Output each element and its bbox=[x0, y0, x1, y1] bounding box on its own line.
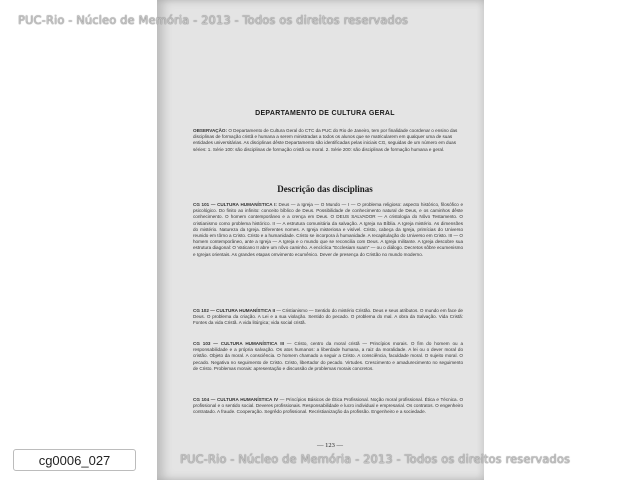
right-margin bbox=[484, 0, 640, 480]
course-heading: CG 104 — CULTURA HUMANÍSTICA IV bbox=[193, 397, 279, 402]
observation-label: OBSERVAÇÃO: bbox=[193, 128, 228, 133]
course-description: — Cristo, centro da moral cristã — Princípios morais. O fim do homem ou a responsabilidade e a própria salvação. Os atos humanos: a liberdade humana, a raiz da moralidade. A lei ou o dever moral do cristão. Objeto da moral. A consciência. O homem chamado a seguir a Cristo. A consciência, faculdade moral. O sujeito moral. O pecado. Negativa no seguimento de Cristo. Cristo, libertador do pecado. Virtudes. Crescimento e amadurecimento no seguimento de Cristo. Problemas morais: apresentação e discussão de problemas morais concretos. bbox=[193, 341, 464, 371]
course-heading: CG 101 — CULTURA HUMANÍSTICA I: bbox=[193, 202, 277, 207]
course-description: Deus — a Igreja — O Mundo — I — O problema religioso: aspecto histórico, filosófico e psicológico. Do finito ao infinito: conceito bíblico de Deus. Possibilidade de conhecimento natural de Deus, e os caminhos dêste conhecimento. O homem contemporâneo e a crença em Deus. O DEUS SALVADOR — A cristologia do Nôvo Testamento. O cristianismo como problema histórico. II — A estrutura comunitária da salvação. A Igreja na Bíblia. A Igreja mistério. As dimensões do mistério. Natureza da Igreja. Diferentes nomes. A Igreja misteriosa e visível. Cristo, cabeça da Igreja, primícias do Universo reunido em tôrno a Cristo. Cristo e a humanidade. Cristo se incorpora à humanidade. A recapitulação do Universo em Cristo. III — O homem contemporâneo, ante a Igreja — A Igreja e o mundo que se reconcilia com Deus. A Igreja militante. A Igreja descobre sua estrutura diagonal: O Vaticano II abre um nôvo caminho. A encíclica "Ecclesiam suam" — ou o diálogo. Decretos sôbre ecumenismo e Igrejas orientais. As grandes etapas omvimento ecumênico. Dever de presença do Cristão no mundo moderno. bbox=[193, 202, 464, 257]
course-description: — Cristianismo — Sentido do mistério Cristão. Deus e seus atributos. O mundo em face de Deus. O problema da criação. A Lei e a sua violação. Sentido do pecado. O problema do mal. A obra da Salvação. Vida Cristã: Fontes da vida Cristã. A vida litúrgica; vida social cristã. bbox=[193, 308, 463, 326]
course-description: — Princípios Básicos de Ética Profissional. Noção moral profissional. Ética e Técnica. O profissional e o sentido social. Deveres profissionais. Responsabilidade e lucro individual e empresarial. Os contratos. O engenheiro contratado. A fraude. Cooperação. Segrêdo profissional. Recristianização da profissão. Engenheiro e a sociedade. bbox=[193, 397, 464, 415]
course-heading: CG 103 — CULTURA HUMANÍSTICA III bbox=[193, 341, 285, 346]
course-cg102 bbox=[193, 308, 463, 327]
watermark-bottom: PUC-Rio - Núcleo de Memória - 2013 - Todos os direitos reservados bbox=[180, 452, 571, 466]
course-heading: CG 102 — CULTURA HUMANÍSTICA II bbox=[193, 308, 276, 313]
department-title: DEPARTAMENTO DE CULTURA GERAL bbox=[255, 110, 395, 117]
course-cg101 bbox=[193, 202, 463, 258]
document-id-label: cg0006_027 bbox=[13, 449, 136, 471]
observation-text: O Departamento de Cultura Geral do CTC da PUC do Rio de Janeiro, tem por finalidade coordenar o ensino das disciplinas de formação cristã e humana a serem ministradas a todos os alunos que se matricularem em qualquer uma de suas entidades universitárias. As disciplinas dêste Departamento são identificadas pelas iniciais CG, seguidas de um número em duas séries: 1. Série 100: são disciplinas de formação cristã ou moral. 2. Série 200: são disciplinas de formação humana e geral. bbox=[193, 128, 458, 152]
left-margin bbox=[0, 0, 157, 480]
course-cg104 bbox=[193, 397, 463, 416]
observation-paragraph bbox=[193, 128, 463, 153]
watermark-top: PUC-Rio - Núcleo de Memória - 2013 - Todos os direitos reservados bbox=[18, 13, 409, 27]
page-number: — 123 — bbox=[317, 442, 343, 449]
course-cg103 bbox=[193, 341, 463, 372]
section-title: Descrição das disciplinas bbox=[277, 184, 373, 194]
